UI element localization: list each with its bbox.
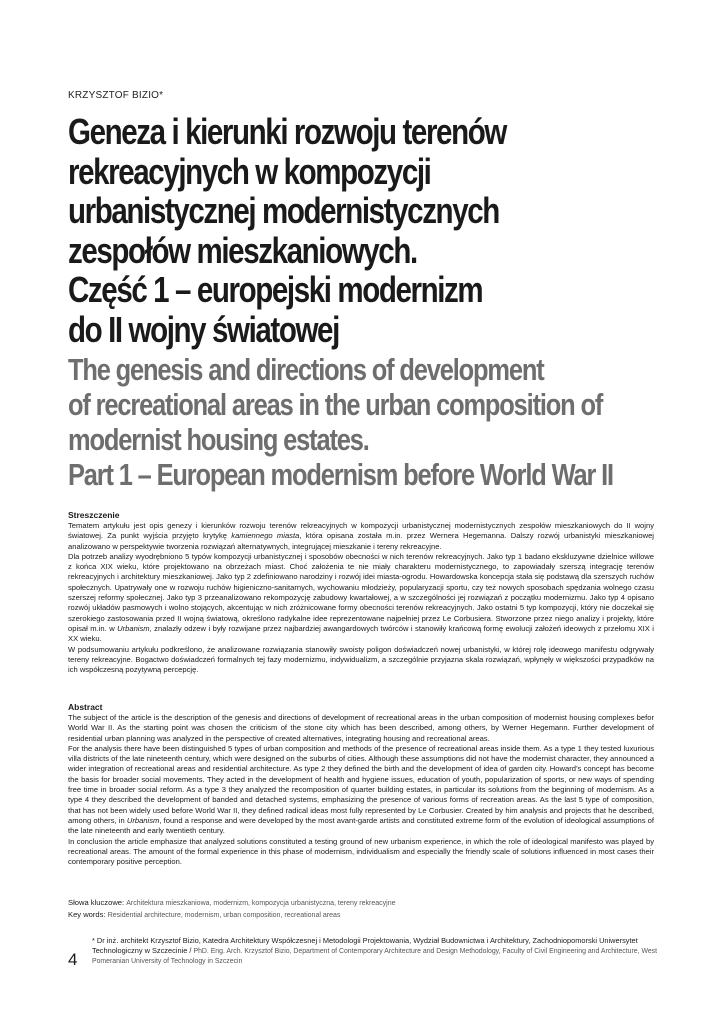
title-en-line: modernist housing estates. — [68, 422, 369, 457]
text-run: , która opisana została m.in. przez Wernera Hegemanna. Dalszy rozwój urbanistyki mieszkaniowej analizowano w perspektywie tworzenia rozwiązań alternatywnych, integrującej mieszkanie i tereny rekreacyjne. — [68, 531, 654, 551]
paragraph — [68, 552, 654, 645]
text-run: Tematem artykułu jest opis genezy i kierunków rozwoju terenów rekreacyjnych w kompozycji urbanistycznej modernistycznych zespołów mieszkaniowych do II wojny światowej. Za punkt wyjścia przyjęto krytykę — [68, 521, 654, 541]
text-run: For the analysis there have been distinguished 5 types of urban composition and methods of the presence of recreational areas inside them. As a type 1 they tested luxurious villa districts of the late nineteenth century, which were designed on the suburbs of cities. Although these assumptions did not have the modernist character, they announced a wider integration of recreational areas and residential architecture. As type 2 they defined the birth and the development of idea of garden city. Howard’s concept has become the basis for broader social movements. They acted in the development of health and hygiene issues, education of youth, popularization of sports, or new ways of spending free time in broader social reform. As a type 3 they analyzed the recomposition of quarter building estates, in particular its solutions from the beginning of modernism. As a type 4 they described the development of banded and detached systems, emphasizing the presence of various forms of recreation areas. As the last 5 type of composition, that has not been widely used before World War II, they defined radical ideas most fully represented by Le Corbusier. Created by him analysis and projects that he described, among others, in — [68, 743, 654, 825]
title-pl-line: urbanistycznej modernistycznych — [68, 190, 499, 231]
paragraph: W podsumowaniu artykułu podkreślono, że analizowane rozwiązania stanowiły swoisty poligon doświadczeń nowej urbanistyki, w której rolę ideowego manifestu odgrywały tereny rekreacyjne. Bogactwo doświadczeń formalnych tej fazy modernizmu, indywidualizm, a szczególnie przyjazna skala rozwiązań, wpłynęły w większości przypadków na ich współczesną pozytywną percepcję. — [68, 644, 654, 675]
paragraph — [68, 744, 654, 837]
emphasis: Urbanism — [126, 815, 160, 825]
text-run: Dla potrzeb analizy wyodrębniono 5 typów kompozycji urbanistycznej i sposobów obecności w nich terenów rekreacyjnych. Jako typ 1 badano ekskluzywne dzielnice willowe z końca XIX wieku, które projektowano na obrzeżach miast. Choć założenia te nie miały charakteru modernistycznego, to zapowiadały szerszą integrację terenów rekreacyjnych i architektury mieszkaniowej. Jako typ 2 zdefiniowano narodziny i rozwój idei miasta-ogrodu. Howardowska koncepcja stała się podstawą dla szerszych ruchów społecznych. Upatrywały one w rozwoju ruchów higieniczno-sanitarnych, wychowaniu młodzieży, popularyzacji sportu, czy też nowych sposobach spędzania wolnego czasu szerszej reformy społecznej. Jako typ 3 przeanalizowano rekompozycję zabudowy kwartałowej, a w szczególności jej rozwiązań z początku modernizmu. Jako typ 4 opisano rozwój układów pasmowych i wolno stojących, akcentując w nich zróżnicowane formy obecności terenów rekreacyjnych. Jako ostatni 5 typ kompozycji, który nie doczekał się szerokiego zastosowania przed II wojną światową, określono radykalne idee reprezentowane najpełniej przez Le Corbusiera. Stworzone przez niego analizy i projekty, które opisał m.in. w — [68, 551, 654, 633]
title-pl-line: zespołów mieszkaniowych. — [68, 229, 417, 271]
section-heading: Streszczenie — [68, 510, 120, 520]
title-en-line: of recreational areas in the urban composition of — [68, 387, 603, 422]
keywords-pl — [68, 898, 654, 910]
keywords-pl-label: Słowa kluczowe: — [68, 898, 125, 907]
keywords-block — [68, 898, 654, 921]
section-heading: Abstract — [68, 702, 103, 712]
keywords-en-value: Residential architecture, modernism, urban composition, recreational areas — [107, 911, 341, 919]
title-pl-line: rekreacyjnych w kompozycji — [68, 150, 431, 192]
abstract-english — [68, 702, 654, 867]
author-footnote — [92, 936, 658, 967]
keywords-pl-value: Architektura mieszkaniowa, modernizm, kompozycja urbanistyczna, tereny rekreacyjne — [126, 900, 396, 907]
author-name: KRZYSZTOF BIZIO* — [68, 90, 164, 101]
footnote-pl: * Dr inż. architekt Krzysztof Bizio, Katedra Architektury Współczesnej i Metodologii Projektowania, Wydział Budownictwa i Architektury, Zachodniopomorski Uniwersytet Technologiczny w Szczecinie / — [92, 936, 638, 955]
emphasis: kamiennego miasta — [231, 531, 300, 541]
title-en-line: The genesis and directions of development — [68, 352, 544, 387]
page-number: 4 — [68, 950, 78, 969]
paragraph: The subject of the article is the description of the genesis and directions of development of recreational areas in the urban composition of modernist housing complexes befor World War II. As the starting point was chosen the criticism of the stone city which has been described, among others, by Werner Hegemann. Further development of residential urban planning was analyzed in the perspective of created alternatives, integrating housing and recreational areas. — [68, 713, 654, 743]
paragraph — [68, 521, 654, 552]
text-run: , found a response and were developed by the most avant-garde artists and constituted extreme form of the evolution of ideological assumptions of the late nineteenth and early twentieth century. — [68, 815, 654, 836]
title-pl-line: Geneza i kierunki rozwoju terenów — [68, 111, 506, 152]
keywords-en — [68, 910, 654, 922]
footnote-en: PhD. Eng. Arch. Krzysztof Bizio, Department of Contemporary Architecture and Design Methodology, Faculty of Civil Engineering and Architecture, West Pomeranian University of Technology in Szczecin — [92, 947, 658, 966]
keywords-en-label: Key words: — [68, 909, 106, 919]
title-english — [68, 352, 691, 492]
emphasis: Urbanism — [117, 623, 150, 633]
title-pl-line: Część 1 – europejski modernizm — [68, 269, 483, 310]
text-run: , znalazły odzew i były rozwijane przez najbardziej awangardowych twórców i stanowiły krańcową formę ewolucji założeń ideowych z przełomu XIX i XX wieku. — [68, 623, 654, 644]
abstract-polish — [68, 510, 654, 675]
title-en-line: Part 1 – European modernism before World War II — [68, 457, 613, 492]
title-polish — [68, 112, 691, 349]
paragraph: In conclusion the article emphasize that analyzed solutions constituted a testing ground of new urbanism experience, in which the role of ideological manifesto was played by recreational areas. The amount of the formal experience in this phase of modernism, individualism and especially the friendly scale of solutions influenced in most cases their contemporary positive perception. — [68, 836, 654, 867]
title-pl-line: do II wojny światowej — [68, 308, 339, 350]
